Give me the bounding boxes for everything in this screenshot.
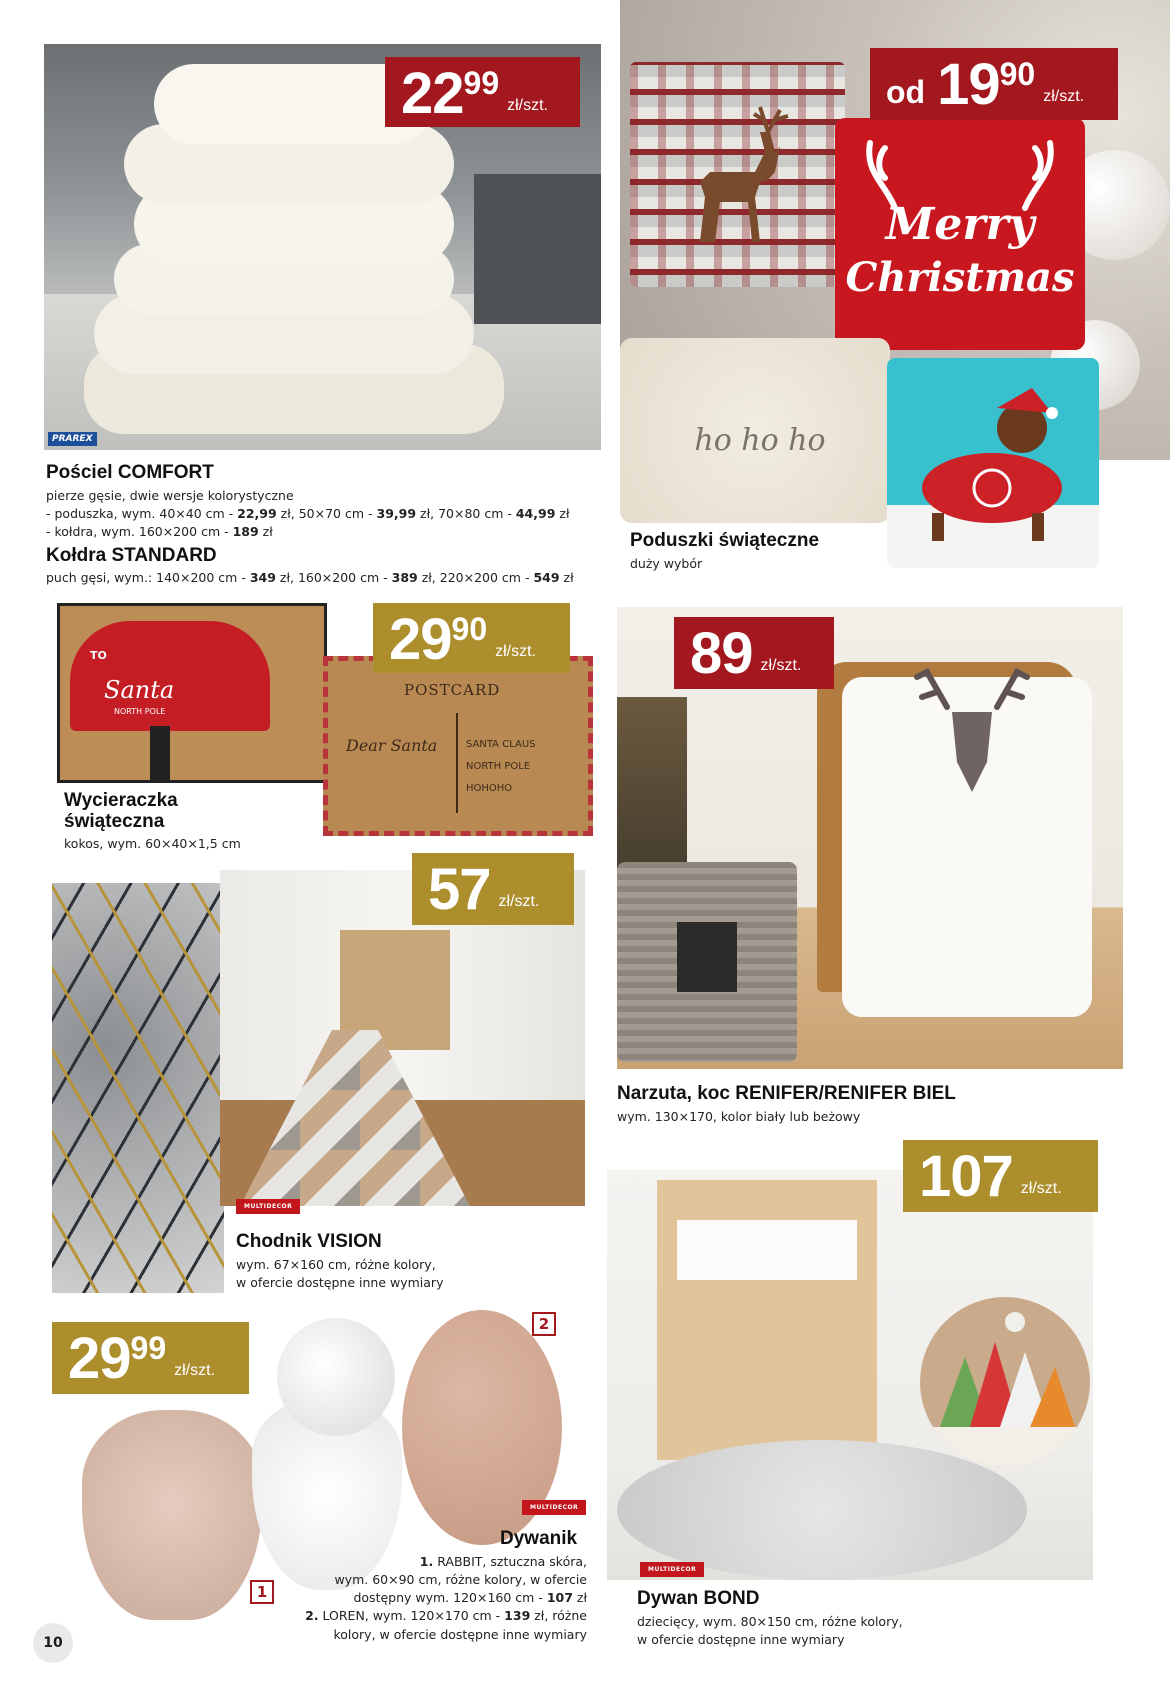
desc-line: 1. RABBIT, sztuczna skóra, [419,1554,587,1569]
price-badge-doormat [373,603,570,673]
mat-text: Santa [104,676,175,704]
desc-line: w ofercie dostępne inne wymiary [236,1275,444,1291]
price-badge-bond [903,1140,1098,1212]
product-desc-quilt: puch gęsi, wym.: 140×200 cm - 349 zł, 160×200 cm - 389 zł, 220×200 cm - 549 zł [46,570,574,585]
price-main: 29 [68,1326,131,1391]
deer-head-icon [907,652,1037,802]
product-title-pillows: Poduszki świąteczne [630,530,820,551]
page-number: 10 [33,1623,73,1663]
price-main: 29 [389,607,452,672]
brand-logo: MULTIDECOR [640,1562,704,1577]
plaid-deer-pillow [630,62,845,287]
price-unit: zł/szt. [498,893,540,910]
product-title-quilt: Kołdra STANDARD [46,545,217,566]
desc-line: wym. 67×160 cm, różne kolory, [236,1257,436,1272]
price-cents: 99 [463,65,500,101]
product-desc-doormat: kokos, wym. 60×40×1,5 cm [64,836,241,851]
mat-text: NORTH POLE [114,707,166,716]
desc-line: - poduszka, wym. 40×40 cm - 22,99 zł, 50×70 cm - 39,99 zł, 70×80 cm - 44,99 zł [46,506,570,522]
mat-text: TO [90,649,107,662]
price-unit: zł/szt. [507,97,548,114]
doormat-mailbox [57,603,327,783]
mat-text: NORTH POLE [466,761,531,772]
product-desc-runner [236,1256,443,1292]
product-desc-blanket: wym. 130×170, kolor biały lub beżowy [617,1109,861,1124]
fur-detail-circle [277,1318,395,1436]
desc-line: dostępny wym. 120×160 cm - 107 zł [353,1590,587,1606]
round-rug-bond [920,1297,1090,1467]
brand-logo: MULTIDECOR [236,1199,300,1214]
product-title-small-rug: Dywanik [500,1528,578,1549]
price-badge-bedding [385,57,580,127]
price-badge-runner [412,853,574,925]
desc-line: kolory, w ofercie dostępne inne wymiary [333,1626,587,1642]
mat-text: Dear Santa [346,736,438,755]
desc-line: 2. LOREN, wym. 120×170 cm - 139 zł, różne [305,1608,587,1624]
price-prefix: od [886,74,926,110]
number-badge: 2 [532,1312,556,1336]
number-badge: 1 [250,1580,274,1604]
price-badge-pillows [870,48,1118,120]
price-unit: zł/szt. [495,643,536,660]
fur-rug-pink [82,1410,262,1620]
price-main: 57 [428,857,491,922]
price-unit: zł/szt. [1020,1180,1062,1197]
pillow-text: ho ho ho [694,423,826,458]
desc-line: wym. 60×90 cm, różne kolory, w ofercie [334,1572,587,1588]
desc-line: dziecięcy, wym. 80×150 cm, różne kolory, [637,1614,903,1629]
price-unit: zł/szt. [174,1362,215,1379]
product-desc-small-rug [280,1553,587,1644]
pillow-text: Christmas [845,254,1075,301]
product-title-blanket: Narzuta, koc RENIFER/RENIFER BIEL [617,1083,956,1104]
dachshund-pillow [887,358,1099,568]
runner-rug-photo [52,883,224,1293]
deer-icon [680,102,800,252]
product-title-runner: Chodnik VISION [236,1231,382,1252]
desc-line: pierze gęsie, dwie wersje kolorystyczne [46,488,294,503]
price-unit: zł/szt. [1043,88,1085,105]
dog-icon [902,378,1082,548]
price-badge-small-rug [52,1322,249,1394]
product-title-bond: Dywan BOND [637,1588,760,1609]
merry-christmas-pillow [835,118,1085,350]
hohoho-pillow [620,338,890,523]
price-cents: 99 [130,1330,167,1366]
mat-text: HOHOHO [466,783,513,794]
brand-logo: PRAREX [48,432,97,446]
desc-line: - kołdra, wym. 160×200 cm - 189 zł [46,524,273,540]
product-title-doormat: Wycieraczka [64,790,178,811]
product-title-bedding: Pościel COMFORT [46,462,214,483]
price-main: 22 [401,61,464,126]
brand-logo: MULTIDECOR [522,1500,586,1515]
pillow-text: Merry [885,199,1035,250]
product-desc-bond [637,1613,903,1649]
mat-text: SANTA CLAUS [466,739,536,750]
price-cents: 90 [999,56,1036,92]
desc-line: w ofercie dostępne inne wymiary [637,1632,845,1648]
price-cents: 90 [451,611,488,647]
price-main: 107 [919,1144,1013,1209]
product-title-doormat-2: świąteczna [64,811,165,832]
doormat-postcard [323,656,593,836]
product-desc-bedding [46,487,606,541]
product-desc-pillows: duży wybór [630,556,703,571]
mountains-icon [920,1297,1090,1467]
price-main: 89 [690,621,753,686]
price-unit: zł/szt. [760,657,802,674]
price-badge-blanket [674,617,834,689]
price-main: 19 [937,52,1000,117]
mat-text: POSTCARD [404,681,501,699]
